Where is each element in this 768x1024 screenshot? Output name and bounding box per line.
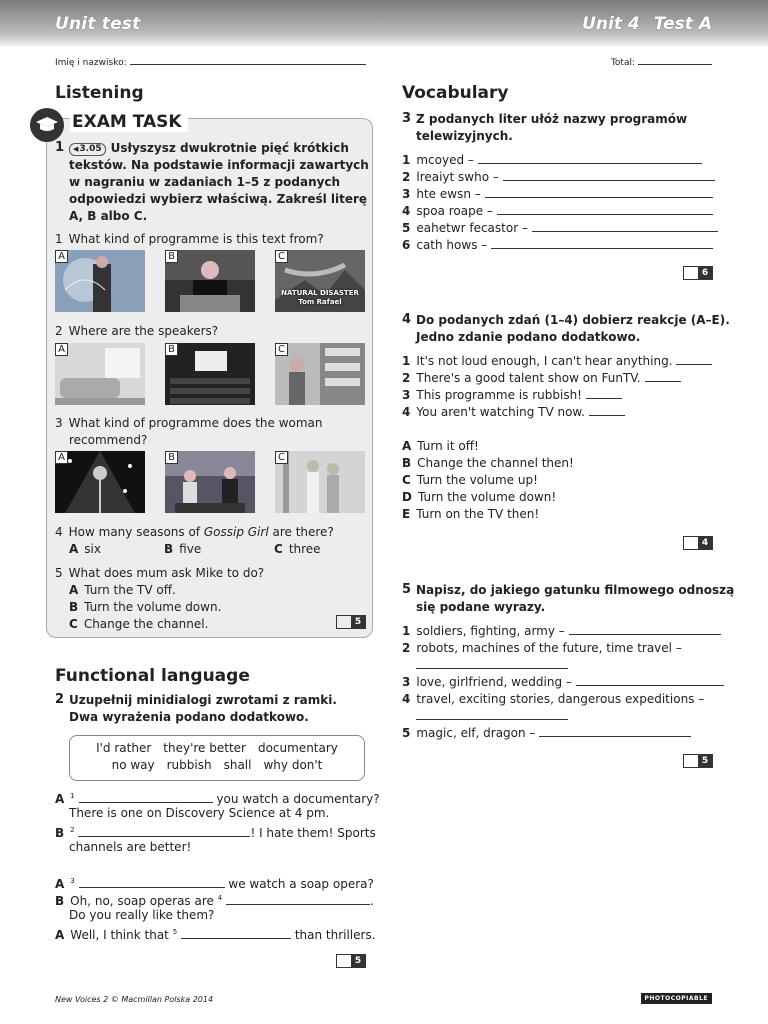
answer-blank[interactable] xyxy=(485,186,713,198)
listening-item: 2 Where are the speakers? xyxy=(55,324,219,338)
dialogue-line: A $^1$ you watch a documentary? xyxy=(55,792,380,806)
listening-item: 3 What kind of programme does the woman xyxy=(55,416,323,430)
vocab-item: 1 mcoyed – xyxy=(402,152,702,169)
answer-blank[interactable] xyxy=(416,657,568,669)
picture-option-a[interactable]: A xyxy=(55,451,145,513)
total-line[interactable] xyxy=(638,56,712,65)
sentence-item: 1 It's not loud enough, I can't hear anything. xyxy=(402,353,712,370)
cd-icon[interactable]: ◀ 3.05 xyxy=(69,143,106,156)
sentence-item: 2 There's a good talent show on FunTV. xyxy=(402,370,681,387)
answer-blank[interactable] xyxy=(576,674,724,686)
dialogue-line: A Well, I think that $^5$ than thrillers. xyxy=(55,928,376,942)
listening-item: 5 What does mum ask Mike to do? xyxy=(55,566,265,580)
answer-blank[interactable] xyxy=(497,203,713,215)
name-field[interactable] xyxy=(55,56,366,68)
functional-title: Functional language xyxy=(55,666,250,686)
reaction-option: A Turn it off! xyxy=(402,439,479,453)
answer-blank[interactable] xyxy=(416,708,568,720)
vocab-item: 3 hte ewsn – xyxy=(402,186,713,203)
picture-option-c[interactable]: C xyxy=(275,451,365,513)
dialogue-line: Do you really like them? xyxy=(69,908,215,922)
unit-label: Unit 4 xyxy=(582,14,640,34)
footer-copyright: New Voices 2 © Macmillan Polska 2014 xyxy=(55,995,214,1004)
reaction-option: B Change the channel then! xyxy=(402,456,574,470)
question-number: 3 xyxy=(402,111,412,126)
genre-item-blank xyxy=(416,657,568,674)
vocab-item: 4 spoa roape – xyxy=(402,203,713,220)
answer-blank[interactable] xyxy=(181,927,291,939)
name-line[interactable] xyxy=(130,56,366,65)
page-header xyxy=(0,0,768,46)
listening-item-continued: recommend? xyxy=(69,433,148,447)
score-box[interactable]: 6 xyxy=(683,266,713,280)
name-label: Imię i nazwisko: xyxy=(55,58,127,68)
answer-blank[interactable] xyxy=(491,237,713,249)
option-b[interactable]: B Turn the volume down. xyxy=(69,600,222,614)
option-a[interactable]: A Turn the TV off. xyxy=(69,583,176,597)
genre-item: 2 robots, machines of the future, time travel – xyxy=(402,641,682,655)
listening-title: Listening xyxy=(55,83,144,103)
answer-blank[interactable] xyxy=(586,387,622,399)
exam-task-title: EXAM TASK xyxy=(70,112,188,132)
picture-caption-name: Tom Rafael xyxy=(298,298,342,306)
picture-option-b[interactable]: B xyxy=(165,343,255,405)
vocab-q4-instruction: Do podanych zdań (1–4) dobierz reakcje (A–E). Jedno zdanie podano dodatkowo. xyxy=(416,313,730,344)
sentence-item: 4 You aren't watching TV now. xyxy=(402,404,625,421)
question-number: 2 xyxy=(55,692,65,707)
vocab-item: 5 eahetwr fecastor – xyxy=(402,220,718,237)
answer-blank[interactable] xyxy=(645,370,681,382)
picture-option-c[interactable]: C xyxy=(275,343,365,405)
answer-blank[interactable] xyxy=(79,876,225,888)
genre-item-blank xyxy=(416,708,568,725)
picture-option-a[interactable]: A xyxy=(55,250,145,312)
picture-caption-title: NATURAL DISASTER xyxy=(281,289,359,297)
picture-option-b[interactable]: B xyxy=(165,451,255,513)
dialogue-line: B $^2$ ! I hate them! Sports xyxy=(55,826,376,840)
answer-blank[interactable] xyxy=(226,893,370,905)
picture-option-c[interactable]: C NATURAL DISASTER Tom Rafael xyxy=(275,250,365,312)
option-a[interactable]: A six xyxy=(69,542,101,556)
answer-blank[interactable] xyxy=(79,791,213,803)
question-number: 4 xyxy=(402,312,412,327)
score-box[interactable]: 5 xyxy=(336,615,366,629)
dialogue-line: B Oh, no, soap operas are $^4$ . xyxy=(55,894,374,908)
picture-option-a[interactable]: A xyxy=(55,343,145,405)
photocopiable-badge: PHOTOCOPIABLE xyxy=(641,993,713,1004)
vocab-q3-instruction: Z podanych liter ułóż nazwy programów telewizyjnych. xyxy=(416,112,688,143)
phrase-box: I'd rather they're better documentary no way rubbish shall why don't xyxy=(69,735,365,781)
genre-item: 4 travel, exciting stories, dangerous expeditions – xyxy=(402,692,705,706)
vocab-item: 6 cath hows – xyxy=(402,237,713,254)
question-number: 1 xyxy=(55,140,65,155)
test-label: Test A xyxy=(653,14,712,34)
listening-item: 4 How many seasons of Gossip Girl are there? xyxy=(55,525,334,539)
header-unit-test xyxy=(568,14,712,34)
dialogue-line: channels are better! xyxy=(69,840,192,854)
answer-blank[interactable] xyxy=(532,220,718,232)
option-c[interactable]: C three xyxy=(274,542,321,556)
total-label: Total: xyxy=(610,58,635,68)
reaction-option: C Turn the volume up! xyxy=(402,473,538,487)
answer-blank[interactable] xyxy=(478,152,702,164)
total-field[interactable] xyxy=(611,56,712,68)
question-number: 5 xyxy=(402,582,412,597)
answer-blank[interactable] xyxy=(676,353,712,365)
answer-blank[interactable] xyxy=(539,725,691,737)
option-b[interactable]: B five xyxy=(164,542,202,556)
genre-item: 5 magic, elf, dragon – xyxy=(402,725,691,742)
option-c[interactable]: C Change the channel. xyxy=(69,617,209,631)
reaction-option: E Turn on the TV then! xyxy=(402,507,540,521)
score-box[interactable]: 5 xyxy=(336,954,366,968)
header-title: Unit test xyxy=(55,14,141,34)
vocabulary-title: Vocabulary xyxy=(402,83,509,103)
answer-blank[interactable] xyxy=(589,404,625,416)
functional-instruction: Uzupełnij minidialogi zwrotami z ramki. Dwa wyrażenia podano dodatkowo. xyxy=(69,693,337,724)
graduation-cap-icon xyxy=(30,108,64,142)
answer-blank[interactable] xyxy=(569,623,721,635)
vocab-item: 2 lreaiyt swho – xyxy=(402,169,715,186)
dialogue-line: There is one on Discovery Science at 4 pm. xyxy=(69,806,330,820)
dialogue-line: A $^3$ we watch a soap opera? xyxy=(55,877,374,891)
vocab-q5-instruction: Napisz, do jakiego gatunku filmowego odnoszą się podane wyrazy. xyxy=(416,583,735,614)
sentence-item: 3 This programme is rubbish! xyxy=(402,387,622,404)
reaction-option: D Turn the volume down! xyxy=(402,490,557,504)
listening-instruction: ◀ 3.05 Usłyszysz dwukrotnie pięć krótkich tekstów. Na podstawie informacji zawartych w nagraniu w zadaniach 1–5 z podanych odpowiedzi wybierz właściwą. Zakreśl literę A, B albo C. xyxy=(69,140,369,225)
picture-option-b[interactable]: B xyxy=(165,250,255,312)
score-box[interactable]: 5 xyxy=(683,754,713,768)
score-box[interactable]: 4 xyxy=(683,536,713,550)
genre-item: 3 love, girlfriend, wedding – xyxy=(402,674,724,691)
answer-blank[interactable] xyxy=(503,169,715,181)
listening-item: 1 What kind of programme is this text from? xyxy=(55,232,324,246)
answer-blank[interactable] xyxy=(78,825,250,837)
genre-item: 1 soldiers, fighting, army – xyxy=(402,623,721,640)
